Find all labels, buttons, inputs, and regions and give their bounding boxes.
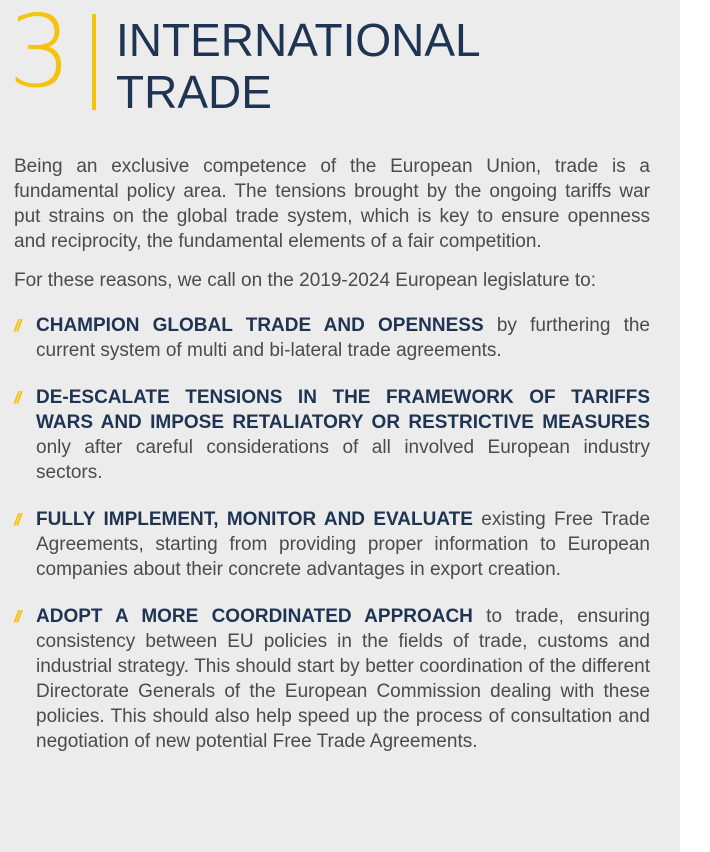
point-heading: FULLY IMPLEMENT, MONITOR AND EVALUATE — [36, 509, 473, 530]
point-marker: // — [14, 510, 20, 529]
point-heading: ADOPT A MORE COORDINATED APPROACH — [36, 606, 473, 627]
section-number: 3 — [8, 0, 70, 110]
point-text: only after careful considerations of all involved European industry sectors. — [36, 437, 650, 483]
policy-point — [14, 313, 650, 363]
section-content — [14, 154, 650, 776]
point-text: by furthering the current system of multi and bi-lateral trade agreements. — [36, 315, 651, 361]
section-title-line-2: TRADE — [116, 66, 272, 118]
title-divider — [92, 14, 96, 110]
section-title — [116, 14, 481, 118]
policy-point — [14, 385, 650, 485]
section-title-line-1: INTERNATIONAL — [116, 14, 481, 66]
policy-point — [14, 507, 650, 582]
point-heading: CHAMPION GLOBAL TRADE AND OPENNESS — [36, 315, 484, 336]
intro-paragraph: Being an exclusive competence of the European Union, trade is a fundamental policy area. The tensions brought by the ongoing tariffs war put strains on the global trade system, which is key to ensure openness and reciprocity, the fundamental elements of a fair competition. — [14, 156, 650, 252]
point-text: to trade, ensuring consistency between EU policies in the fields of trade, customs and industrial strategy. This should start by better coordination of the different Directorate Generals of the European Commission dealing with these policies. This should also help speed up the process of consultation and negotiation of new potential Free Trade Agreements. — [36, 606, 651, 752]
policy-point — [14, 604, 650, 754]
lead-paragraph: For these reasons, we call on the 2019-2024 European legislature to: — [14, 270, 596, 291]
point-heading: DE-ESCALATE TENSIONS IN THE FRAMEWORK OF TARIFFS WARS AND IMPOSE RETALIATORY OR RESTRICTIVE MEASURES — [36, 387, 650, 433]
point-marker: // — [14, 316, 20, 335]
point-text: existing Free Trade Agreements, starting from providing proper information to European companies about their concrete advantages in export creation. — [36, 509, 651, 580]
point-marker: // — [14, 607, 20, 626]
point-marker: // — [14, 388, 20, 407]
